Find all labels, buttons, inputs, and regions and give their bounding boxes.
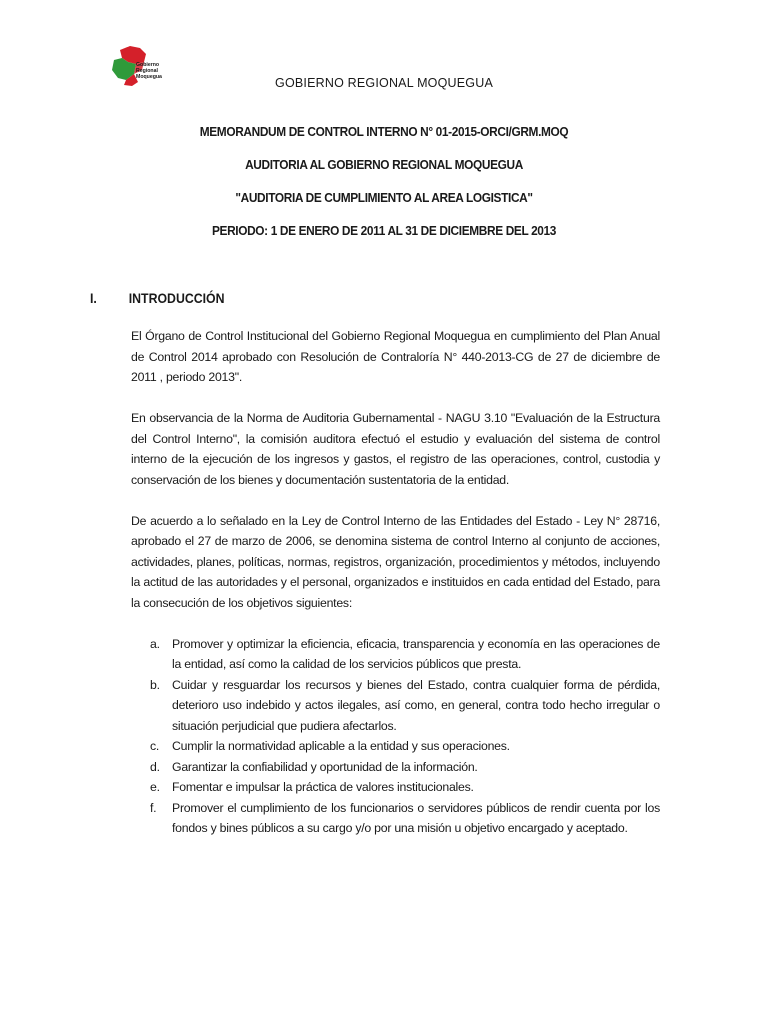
svg-text:Moquegua: Moquegua [136, 74, 162, 80]
organization-header: GOBIERNO REGIONAL MOQUEGUA [275, 76, 493, 90]
section-title: INTRODUCCIÓN [128, 290, 225, 306]
section-number: I. [90, 290, 97, 306]
audit-period: PERIODO: 1 DE ENERO DE 2011 AL 31 DE DICIEMBRE DEL 2013 [211, 223, 557, 238]
memo-titles [0, 124, 768, 256]
list-item-text: Promover y optimizar la eficiencia, eficacia, transparencia y economía en las operaciones de la entidad, así como la calidad de los servicios públicos que presta. [172, 636, 660, 671]
list-item-text: Cuidar y resguardar los recursos y bienes del Estado, contra cualquier forma de pérdida, deterioro uso indebido y actos ilegales, así como, en general, contra todo hecho irregular o situación perjudicial que pudiera afectarlos. [172, 677, 660, 733]
list-marker: e. [150, 780, 160, 794]
list-item [131, 757, 660, 778]
section-heading [90, 290, 225, 306]
audit-subject: "AUDITORIA DE CUMPLIMIENTO AL AREA LOGISTICA" [235, 190, 533, 205]
objectives-list [131, 634, 660, 839]
list-item [131, 798, 660, 839]
list-item [131, 736, 660, 757]
paragraph: El Órgano de Control Institucional del Gobierno Regional Moquegua en cumplimiento del Plan Anual de Control 2014 aprobado con Resolución de Contraloría N° 440-2013-CG de 27 de diciembre de 2011 , periodo 2013". [131, 329, 660, 384]
list-item [131, 634, 660, 675]
audit-title: AUDITORIA AL GOBIERNO REGIONAL MOQUEGUA [245, 157, 523, 172]
list-marker: f. [150, 800, 157, 815]
list-item [131, 675, 660, 737]
list-marker: b. [150, 677, 160, 692]
list-item-text: Cumplir la normatividad aplicable a la entidad y sus operaciones. [172, 739, 510, 753]
list-item-text: Garantizar la confiabilidad y oportunidad de la información. [172, 759, 478, 774]
list-marker: a. [150, 636, 160, 651]
svg-text:Regional: Regional [136, 68, 158, 74]
list-item-text: Fomentar e impulsar la práctica de valores institucionales. [172, 780, 474, 794]
paragraph: De acuerdo a lo señalado en la Ley de Control Interno de las Entidades del Estado - Ley N° 28716, aprobado el 27 de marzo de 2006, se denomina sistema de control Interno al conjunto de acciones, actividades, planes, políticas, normas, registros, organización, procedimientos y métodos, incluyendo la actitud de las autoridades y el personal, organizados e instituidos en cada entidad del Estado, para la consecución de los objetivos siguientes: [131, 513, 660, 610]
list-item-text: Promover el cumplimiento de los funcionarios o servidores públicos de rendir cuenta por los fondos y bines públicos a su cargo y/o por una misión u objetivo encargado y aceptado. [172, 800, 660, 835]
memo-title: MEMORANDUM DE CONTROL INTERNO N° 01-2015-ORCI/GRM.MOQ [199, 124, 569, 139]
list-marker: d. [150, 759, 160, 774]
document-body [131, 326, 660, 839]
svg-text:Gobierno: Gobierno [136, 62, 160, 68]
list-item [131, 777, 660, 798]
list-marker: c. [150, 739, 160, 753]
paragraph: En observancia de la Norma de Auditoria Gubernamental - NAGU 3.10 "Evaluación de la Estructura del Control Interno", la comisión auditora efectuó el estudio y evaluación del sistema de control interno de la ejecución de los ingresos y gastos, el registro de las operaciones, control, custodia y conservación de los bienes y documentación sustentatoria de la entidad. [131, 411, 660, 487]
